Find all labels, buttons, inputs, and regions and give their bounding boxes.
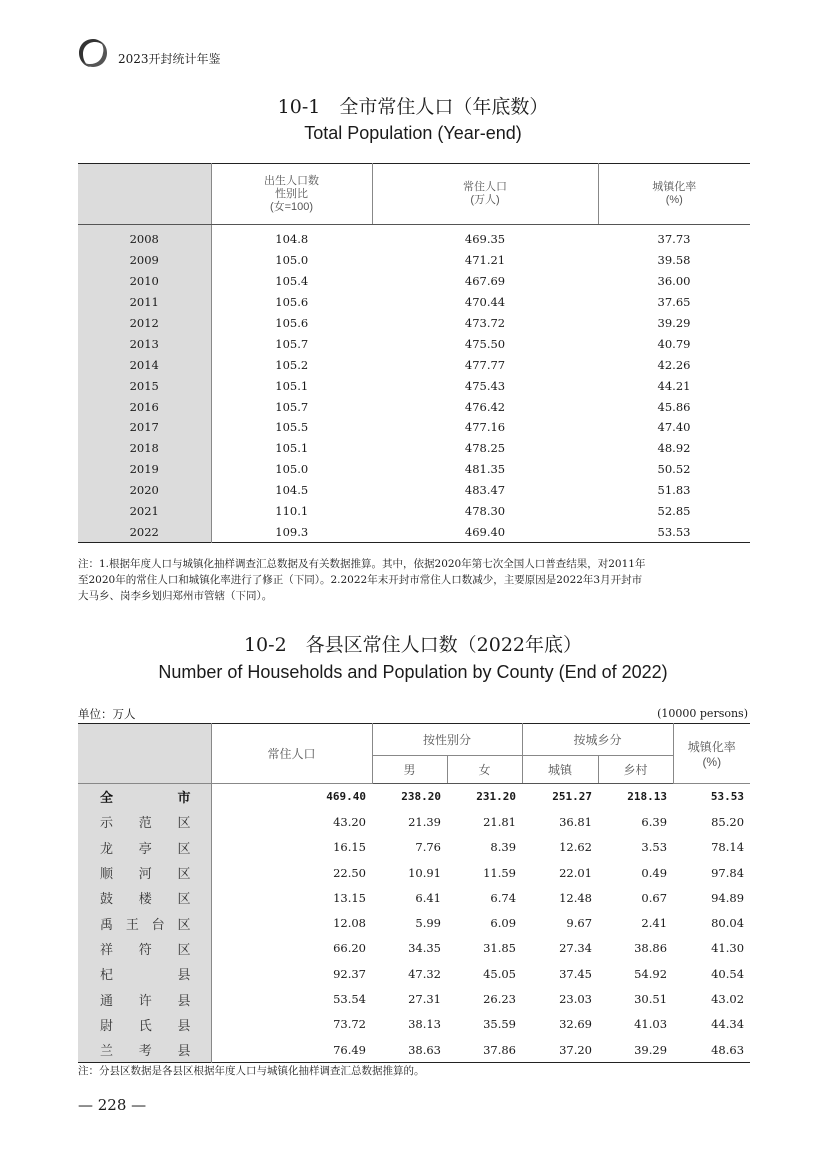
value-cell: 467.69 [464, 274, 506, 289]
region-name-text [100, 1040, 191, 1059]
region-name-char: 符 [138, 942, 152, 958]
value-cell: 38.13 [408, 1017, 441, 1032]
value-cell: 97.84 [711, 865, 745, 880]
region-name-char: 鼓 [100, 892, 114, 908]
year-cell: 2020 [78, 480, 211, 501]
value-cell: 238.20 [401, 790, 441, 804]
table-row [78, 961, 750, 986]
note-line: 注：1.根据年度人口与城镇化抽样调查汇总数据及有关数据推算。其中，依据2020年第七次全国人口普查结果，对2011年 [78, 558, 646, 570]
table-row [78, 417, 750, 438]
region-name-char: 县 [177, 993, 191, 1009]
region-name-char: 氏 [138, 1018, 152, 1034]
value-cell: 473.72 [464, 316, 506, 330]
table2-header-female: 女 [447, 756, 522, 784]
value-cell: 51.83 [657, 483, 691, 498]
region-name-char: 全 [100, 791, 114, 807]
table-row [78, 480, 750, 501]
page-number: — 228 — [78, 1096, 147, 1114]
value-cell: 218.13 [627, 790, 668, 804]
table2-header-urbanization [673, 724, 750, 784]
region-name [78, 860, 211, 885]
value-cell: 30.51 [634, 992, 668, 1007]
region-name-text [100, 964, 191, 983]
note-line: 大马乡、岗李乡划归郑州市管辖（下同）。 [78, 590, 273, 602]
region-name-char: 区 [177, 892, 191, 908]
value-cell: 26.23 [483, 992, 517, 1007]
region-name-char: 区 [177, 841, 191, 857]
value-cell: 37.20 [559, 1042, 593, 1057]
year-cell: 2017 [78, 417, 211, 438]
value-cell: 45.86 [657, 399, 691, 414]
table-row [78, 986, 750, 1011]
value-cell: 44.21 [657, 378, 691, 393]
year-cell: 2014 [78, 354, 211, 375]
table-row [78, 1037, 750, 1063]
region-name-text [100, 888, 191, 907]
value-cell: 7.76 [415, 840, 441, 855]
value-cell: 22.50 [333, 865, 366, 880]
value-cell: 483.47 [464, 483, 506, 498]
value-cell: 3.53 [641, 840, 668, 855]
value-cell: 6.41 [415, 890, 441, 905]
table1-header-sex-ratio [211, 164, 372, 225]
year-cell: 2010 [78, 271, 211, 292]
value-cell: 105.5 [275, 420, 309, 435]
value-cell: 478.30 [464, 504, 506, 519]
header-line: 常住人口 [463, 181, 507, 193]
value-cell: 43.02 [711, 992, 745, 1007]
table-row [78, 271, 750, 292]
year-cell: 2015 [78, 375, 211, 396]
value-cell: 35.59 [483, 1017, 517, 1032]
value-cell: 41.30 [711, 941, 745, 956]
header-line: 城镇化率 [687, 740, 736, 754]
region-name-char: 河 [138, 867, 152, 883]
header-line: (女=100) [269, 200, 314, 213]
value-cell: 231.20 [476, 790, 517, 804]
value-cell: 477.77 [464, 357, 506, 372]
region-name-char: 尉 [100, 1018, 114, 1034]
region-name [78, 809, 211, 834]
region-name [78, 936, 211, 961]
value-cell: 39.29 [657, 316, 691, 330]
value-cell: 105.0 [275, 462, 309, 477]
table-row [78, 910, 750, 935]
table-row [78, 313, 750, 334]
yearbook-logo-icon [76, 36, 110, 70]
region-name-text [100, 939, 191, 958]
region-name [78, 1012, 211, 1037]
value-cell: 104.8 [275, 232, 309, 247]
region-name-char: 县 [177, 1044, 191, 1060]
year-cell: 2018 [78, 438, 211, 459]
year-cell: 2011 [78, 292, 211, 313]
value-cell: 9.67 [566, 916, 593, 931]
value-cell: 39.58 [657, 253, 691, 268]
table-row [78, 501, 750, 522]
value-cell: 23.03 [559, 992, 593, 1007]
value-cell: 92.37 [333, 966, 366, 981]
region-name-char: 顺 [100, 867, 114, 883]
value-cell: 21.81 [483, 814, 517, 829]
region-name-text [100, 787, 191, 806]
region-name [78, 1037, 211, 1063]
table2-header-rural: 乡村 [598, 756, 673, 784]
value-cell: 43.20 [333, 814, 366, 829]
table-row [78, 375, 750, 396]
value-cell: 109.3 [275, 524, 309, 539]
value-cell: 13.15 [333, 890, 366, 905]
value-cell: 78.14 [711, 840, 745, 855]
region-name-char: 许 [138, 993, 152, 1009]
header-line: (%) [702, 755, 722, 769]
region-name-char: 县 [177, 968, 191, 984]
table-row [78, 354, 750, 375]
table-row [78, 521, 750, 542]
value-cell: 27.34 [559, 941, 593, 956]
value-cell: 76.49 [333, 1042, 366, 1057]
value-cell: 94.89 [711, 890, 745, 905]
value-cell: 45.05 [483, 966, 517, 981]
region-name-char: 县 [177, 1018, 191, 1034]
value-cell: 110.1 [275, 504, 309, 519]
table-row [78, 438, 750, 459]
region-name [78, 961, 211, 986]
region-name-text [100, 914, 191, 933]
value-cell: 85.20 [711, 814, 745, 829]
table-row [78, 936, 750, 961]
value-cell: 12.08 [333, 916, 366, 931]
table-row [78, 250, 750, 271]
table-row [78, 860, 750, 885]
region-name-char: 区 [177, 867, 191, 883]
value-cell: 105.1 [275, 378, 309, 393]
region-name-text [100, 812, 191, 831]
value-cell: 34.35 [408, 941, 441, 956]
region-name-char: 示 [100, 816, 114, 832]
value-cell: 66.20 [333, 941, 366, 956]
region-name [78, 986, 211, 1011]
value-cell: 481.35 [464, 462, 506, 477]
value-cell: 469.40 [464, 524, 506, 539]
table1-note [78, 556, 750, 604]
value-cell: 48.92 [657, 441, 691, 456]
table2-header-by-area: 按城乡分 [522, 724, 673, 756]
header-line: (万人) [470, 194, 500, 206]
region-name-char: 楼 [138, 892, 152, 908]
value-cell: 477.16 [464, 420, 506, 435]
table-row [78, 292, 750, 313]
region-name-char: 禹 [100, 917, 114, 933]
table-row [78, 809, 750, 834]
value-cell: 469.40 [326, 790, 366, 804]
value-cell: 6.39 [641, 814, 668, 829]
table2-header-male: 男 [372, 756, 447, 784]
year-cell: 2021 [78, 501, 211, 522]
table2-title-en: Number of Households and Population by County (End of 2022) [158, 662, 668, 682]
region-name-char: 区 [177, 917, 191, 933]
table-row [78, 835, 750, 860]
value-cell: 40.54 [711, 966, 745, 981]
value-cell: 5.99 [415, 916, 441, 931]
header-line: 城镇化率 [652, 181, 697, 193]
value-cell: 73.72 [333, 1017, 366, 1032]
value-cell: 27.31 [408, 992, 441, 1007]
table-row [78, 333, 750, 354]
region-name-text [100, 863, 191, 882]
total-population-table [78, 163, 750, 543]
value-cell: 105.1 [275, 441, 309, 456]
value-cell: 105.7 [275, 336, 309, 351]
value-cell: 31.85 [483, 941, 517, 956]
value-cell: 469.35 [464, 232, 506, 247]
value-cell: 47.40 [657, 420, 691, 435]
region-name-char: 亭 [138, 841, 152, 857]
value-cell: 40.79 [657, 336, 691, 351]
table-row [78, 784, 750, 810]
value-cell: 470.44 [464, 295, 506, 310]
year-cell: 2013 [78, 333, 211, 354]
value-cell: 105.7 [275, 399, 309, 414]
county-population-table [78, 723, 750, 1063]
value-cell: 47.32 [408, 966, 441, 981]
value-cell: 53.53 [710, 790, 745, 804]
header-line: 出生人口数 [264, 174, 319, 187]
value-cell: 41.03 [634, 1017, 668, 1032]
region-name-char: 通 [100, 993, 114, 1009]
value-cell: 80.04 [711, 916, 745, 931]
year-cell: 2016 [78, 396, 211, 417]
value-cell: 50.52 [657, 462, 691, 477]
region-name [78, 784, 211, 810]
table1-title-cn: 10-1 全市常住人口（年底数） [277, 96, 549, 118]
value-cell: 12.48 [559, 890, 593, 905]
value-cell: 22.01 [559, 865, 593, 880]
table2-header-total: 常住人口 [211, 724, 372, 784]
value-cell: 105.6 [275, 316, 309, 330]
value-cell: 251.27 [552, 790, 593, 804]
note-line: 至2020年的常住人口和城镇化率进行了修正（下同）。2.2022年末开封市常住人口数减少，主要原因是2022年3月开封市 [78, 574, 643, 586]
value-cell: 0.49 [641, 865, 668, 880]
table1-header-urbanization [598, 164, 750, 225]
page-header [76, 36, 756, 70]
value-cell: 475.43 [464, 378, 506, 393]
value-cell: 10.91 [408, 865, 441, 880]
value-cell: 37.45 [559, 966, 593, 981]
table2-title-cn: 10-2 各县区常住人口数（2022年底） [243, 634, 583, 656]
value-cell: 0.67 [641, 890, 668, 905]
year-cell: 2019 [78, 459, 211, 480]
value-cell: 12.62 [559, 840, 593, 855]
unit-label-cn: 单位：万人 [78, 707, 136, 721]
value-cell: 36.00 [657, 274, 691, 289]
value-cell: 37.86 [483, 1042, 517, 1057]
value-cell: 53.54 [333, 992, 366, 1007]
region-name-char: 祥 [100, 942, 114, 958]
region-name-char: 杞 [100, 968, 114, 984]
table-row [78, 225, 750, 250]
region-name-char: 龙 [100, 841, 114, 857]
region-name-char: 范 [138, 816, 152, 832]
region-name-text [100, 1015, 191, 1034]
table2-header-urban: 城镇 [522, 756, 598, 784]
value-cell: 37.73 [657, 232, 691, 247]
value-cell: 105.4 [275, 274, 309, 289]
value-cell: 37.65 [657, 295, 691, 310]
value-cell: 478.25 [464, 441, 506, 456]
region-name-char: 考 [138, 1044, 152, 1060]
year-cell: 2012 [78, 313, 211, 334]
book-title: 2023开封统计年鉴 [118, 52, 221, 66]
value-cell: 52.85 [657, 504, 691, 519]
table-row [78, 885, 750, 910]
value-cell: 471.21 [464, 253, 506, 268]
year-cell: 2009 [78, 250, 211, 271]
value-cell: 38.63 [408, 1042, 441, 1057]
value-cell: 2.41 [641, 916, 668, 931]
value-cell: 476.42 [464, 399, 506, 414]
table-row [78, 396, 750, 417]
region-name-text [100, 990, 191, 1009]
unit-label-en: (10000 persons) [657, 707, 748, 720]
value-cell: 105.6 [275, 295, 309, 310]
value-cell: 53.53 [657, 524, 691, 539]
region-name-char: 市 [177, 791, 191, 807]
region-name-char: 台 [151, 917, 165, 933]
value-cell: 6.74 [490, 890, 517, 905]
value-cell: 36.81 [559, 814, 593, 829]
value-cell: 105.2 [275, 357, 309, 372]
table1-header-population [372, 164, 598, 225]
table2-note: 注：分县区数据是各县区根据年度人口与城镇化抽样调查汇总数据推算的。 [78, 1065, 425, 1077]
region-name-char: 区 [177, 942, 191, 958]
region-name [78, 885, 211, 910]
value-cell: 21.39 [408, 814, 441, 829]
region-name [78, 835, 211, 860]
value-cell: 54.92 [634, 966, 668, 981]
value-cell: 39.29 [634, 1042, 668, 1057]
table-row [78, 1012, 750, 1037]
value-cell: 104.5 [275, 483, 309, 498]
value-cell: 32.69 [559, 1017, 593, 1032]
table1-header-year [78, 164, 211, 225]
value-cell: 11.59 [483, 865, 517, 880]
table-row [78, 459, 750, 480]
table1-title-en: Total Population (Year-end) [304, 123, 522, 143]
region-name [78, 910, 211, 935]
table2-header-region [78, 724, 211, 784]
value-cell: 42.26 [657, 357, 691, 372]
value-cell: 38.86 [634, 941, 668, 956]
region-name-char: 王 [125, 917, 139, 933]
value-cell: 475.50 [464, 336, 506, 351]
year-cell: 2022 [78, 521, 211, 542]
region-name-text [100, 838, 191, 857]
value-cell: 6.09 [490, 916, 517, 931]
value-cell: 16.15 [333, 840, 366, 855]
header-line: (%) [665, 194, 683, 206]
region-name-char: 区 [177, 816, 191, 832]
value-cell: 48.63 [711, 1042, 745, 1057]
value-cell: 8.39 [490, 840, 517, 855]
value-cell: 44.34 [711, 1017, 745, 1032]
year-cell: 2008 [78, 225, 211, 250]
table2-header-by-sex: 按性别分 [372, 724, 522, 756]
header-line: 性别比 [275, 187, 308, 200]
value-cell: 105.0 [275, 253, 309, 268]
region-name-char: 兰 [100, 1044, 114, 1060]
